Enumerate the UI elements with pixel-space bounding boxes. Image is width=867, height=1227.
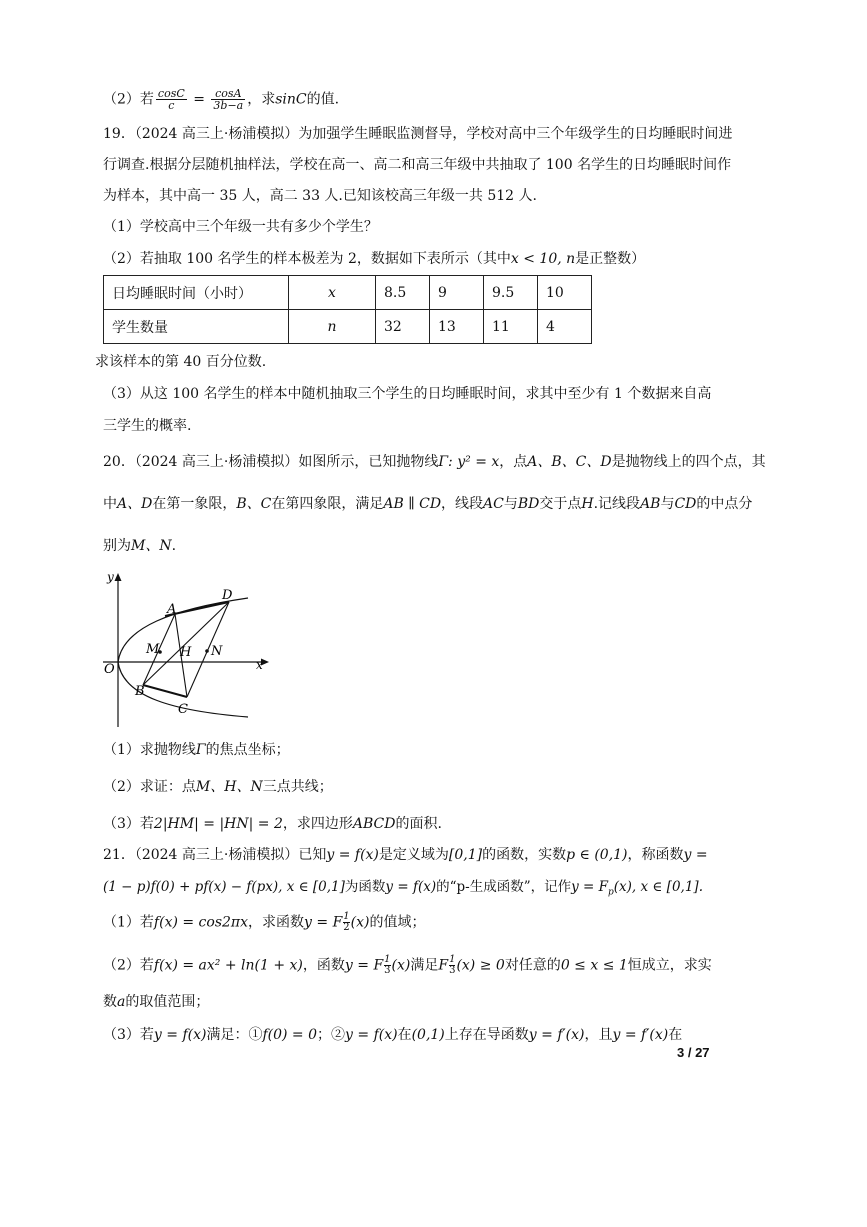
text: 的中点分 — [696, 496, 753, 512]
text: 的“p-生成函数”，记作 — [436, 879, 572, 895]
text: 中 — [103, 496, 117, 512]
label-H: H — [180, 645, 192, 660]
q20-part3 — [103, 814, 442, 834]
frac-den: 3b−a — [213, 99, 244, 112]
math: 0 ≤ x ≤ 1 — [560, 957, 628, 974]
math: y = f(x) — [385, 879, 437, 895]
q21-part1 — [103, 912, 425, 933]
q21-line2 — [103, 877, 703, 903]
text: ，函数 — [302, 957, 345, 974]
math: (0,1) — [411, 1027, 445, 1043]
text: 数 — [103, 994, 117, 1010]
q21-part2-cont — [103, 992, 209, 1012]
text: . — [171, 538, 177, 554]
math: x < 10, n — [510, 251, 576, 267]
math: (x) — [391, 957, 411, 974]
label-N: N — [211, 644, 223, 659]
math: BD — [517, 496, 540, 512]
frac-den: 3 — [384, 965, 391, 976]
q19-line2: 行调查.根据分层随机抽样法，学校在高一、高二和高三年级中共抽取了 100 名学生的日均睡眠时间作 — [103, 157, 732, 173]
text: 的焦点坐标； — [205, 742, 290, 758]
table-cell: 学生数量 — [104, 310, 289, 344]
table-row — [104, 276, 592, 310]
text: ，求 — [247, 91, 276, 108]
text: 与 — [503, 496, 518, 512]
point-N — [205, 649, 209, 653]
text: 满足：① — [206, 1027, 263, 1043]
math: y = f(x) — [153, 1027, 207, 1043]
math: CD — [674, 496, 697, 512]
q19-part3-line1: （3）从这 100 名学生的样本中随机抽取三个学生的日均睡眠时间，求其中至少有 1 个数据来自高 — [103, 386, 712, 402]
math: M、H、N — [195, 779, 263, 795]
frac-den: 2 — [343, 922, 350, 933]
text: 的取值范围； — [125, 994, 210, 1010]
sleep-data-table — [103, 275, 592, 344]
text: ，且 — [584, 1027, 613, 1043]
math: M、N — [131, 538, 172, 554]
text: 别为 — [103, 538, 131, 554]
math: F — [438, 957, 449, 974]
fraction-cosA — [211, 88, 245, 111]
frac-num: cosA — [211, 88, 245, 100]
q21-line1 — [103, 845, 708, 865]
math: y = — [683, 847, 708, 863]
q20-part2 — [103, 777, 333, 797]
label-B: B — [135, 684, 145, 699]
math: sinC — [275, 91, 307, 108]
math-subscript: p — [608, 887, 614, 898]
subscript-fraction — [343, 912, 349, 933]
q19-part2-question: 求该样本的第 40 百分位数. — [95, 354, 267, 370]
math: AB — [640, 496, 661, 512]
text: （2）若 — [103, 957, 154, 974]
label-y: y — [107, 570, 114, 584]
text: 与 — [660, 496, 675, 512]
text: 交于点 — [539, 496, 582, 512]
table-cell: 9 — [430, 276, 484, 310]
table-cell: 9.5 — [484, 276, 538, 310]
math: y = — [304, 914, 333, 931]
q20-line3 — [103, 536, 176, 556]
frac-num: cosC — [157, 87, 185, 100]
label-O: O — [104, 662, 115, 677]
label-D: D — [222, 588, 233, 603]
math: y = f(x) — [326, 847, 379, 863]
text: 在第一象限， — [152, 496, 237, 512]
text: 是正整数） — [575, 251, 646, 267]
y-axis-arrow — [115, 573, 122, 581]
math: F — [332, 914, 343, 931]
subscript-fraction — [384, 955, 390, 976]
label-A: A — [167, 602, 177, 617]
text: 在 — [397, 1027, 412, 1043]
math: Γ — [195, 742, 206, 758]
math: ABCD — [352, 816, 396, 832]
math: a — [117, 994, 126, 1010]
text: 是抛物线上的四个点，其 — [611, 454, 766, 470]
text: 的值. — [306, 91, 340, 108]
q18-part2-label: （2）若 — [103, 91, 154, 108]
math: AC — [483, 496, 504, 512]
text: ，求四边形 — [282, 816, 353, 832]
table-cell: x — [289, 276, 376, 310]
segment-DC — [187, 602, 229, 697]
math: (x) ≥ 0 — [456, 957, 505, 974]
q19-part1: （1）学校高中三个年级一共有多少个学生？ — [103, 219, 378, 235]
text: 的面积. — [395, 816, 442, 832]
math: y = f′(x) — [612, 1027, 669, 1043]
math: p ∈ (0,1) — [566, 847, 628, 863]
text: （1）若 — [103, 914, 154, 931]
math: H — [581, 496, 594, 512]
q21-part3 — [103, 1025, 682, 1045]
text: 的值域； — [369, 914, 426, 931]
math: f(0) = 0 — [262, 1027, 318, 1043]
table-cell: 32 — [376, 310, 430, 344]
text: ，点 — [499, 454, 528, 470]
text: 恒成立，求实 — [627, 957, 712, 974]
table-row — [104, 310, 592, 344]
text: （2）求证：点 — [103, 779, 196, 795]
label-x: x — [256, 658, 263, 672]
label-M: M — [146, 642, 160, 657]
math: F — [373, 957, 384, 974]
frac-den: c — [168, 99, 175, 112]
q21-part2 — [103, 955, 712, 976]
text: ，线段 — [441, 496, 484, 512]
math: f(x) = ax² + ln(1 + x) — [153, 957, 303, 974]
math: (x) — [350, 914, 370, 931]
parabola-figure — [93, 565, 273, 730]
text: （2）若抽取 100 名学生的样本极差为 2，数据如下表所示（其中 — [103, 251, 511, 267]
math: AB ∥ CD — [383, 496, 442, 512]
q19-line3: 为样本，其中高一 35 人，高二 33 人.已知该校高三年级一共 512 人. — [103, 188, 537, 204]
math: (x), x ∈ [0,1]. — [613, 879, 703, 895]
text: 21．（2024 高三上·杨浦模拟）已知 — [103, 847, 327, 863]
text: （3）若 — [103, 816, 154, 832]
frac-num: 1 — [449, 954, 456, 965]
math: y = f′(x) — [528, 1027, 585, 1043]
q18-part2 — [103, 88, 339, 111]
text: 三点共线； — [262, 779, 333, 795]
math: y = — [344, 957, 374, 974]
text: （1）求抛物线 — [103, 742, 196, 758]
q20-line2 — [103, 494, 752, 514]
table-cell: n — [289, 310, 376, 344]
text: ，称函数 — [627, 847, 684, 863]
text: 在第四象限，满足 — [271, 496, 384, 512]
page-number: 3 / 27 — [677, 1045, 710, 1060]
equals: = — [188, 91, 210, 108]
text: 上存在导函数 — [444, 1027, 529, 1043]
text: 的函数，实数 — [482, 847, 567, 863]
subscript-fraction — [449, 955, 455, 976]
table-cell: 13 — [430, 310, 484, 344]
math: 2|HM| = |HN| = 2 — [153, 816, 283, 832]
text: 是定义域为 — [378, 847, 449, 863]
text: 20．（2024 高三上·杨浦模拟）如图所示，已知抛物线 — [103, 454, 439, 470]
math: f(x) = cos2πx — [153, 914, 249, 931]
math: (1 − p)f(0) + pf(x) − f(px), x ∈ [0,1] — [103, 879, 345, 895]
fraction-cosC-over-c — [156, 88, 187, 111]
text: 满足 — [410, 957, 439, 974]
math: y = F — [571, 879, 608, 895]
q19-part2 — [103, 249, 645, 269]
text: 为函数 — [344, 879, 386, 895]
math: B、C — [236, 496, 272, 512]
q19-heading: 19．（2024 高三上·杨浦模拟）为加强学生睡眠监测督导，学校对高中三个年级学生的日均睡眠时间进 — [103, 126, 733, 142]
math: y = f(x) — [345, 1027, 398, 1043]
frac-num: 1 — [343, 911, 350, 922]
q20-line1 — [103, 452, 766, 472]
table-cell: 8.5 — [376, 276, 430, 310]
table-cell: 日均睡眠时间（小时） — [104, 276, 289, 310]
text: （3）若 — [103, 1027, 154, 1043]
q20-part1 — [103, 740, 290, 760]
math: A、D — [117, 496, 153, 512]
segment-BC — [143, 685, 187, 697]
text: ；② — [317, 1027, 346, 1043]
text: 在 — [668, 1027, 683, 1043]
math: [0,1] — [448, 847, 483, 863]
text: 对任意的 — [504, 957, 561, 974]
table-cell: 4 — [538, 310, 592, 344]
math: A、B、C、D — [527, 454, 612, 470]
label-C: C — [178, 702, 188, 717]
text: .记线段 — [593, 496, 641, 512]
frac-den: 3 — [449, 965, 456, 976]
table-cell: 10 — [538, 276, 592, 310]
math: Γ: y² = x — [438, 454, 500, 470]
q19-part3-line2: 三学生的概率. — [103, 418, 192, 434]
frac-num: 1 — [384, 954, 391, 965]
table-cell: 11 — [484, 310, 538, 344]
text: ，求函数 — [248, 914, 305, 931]
